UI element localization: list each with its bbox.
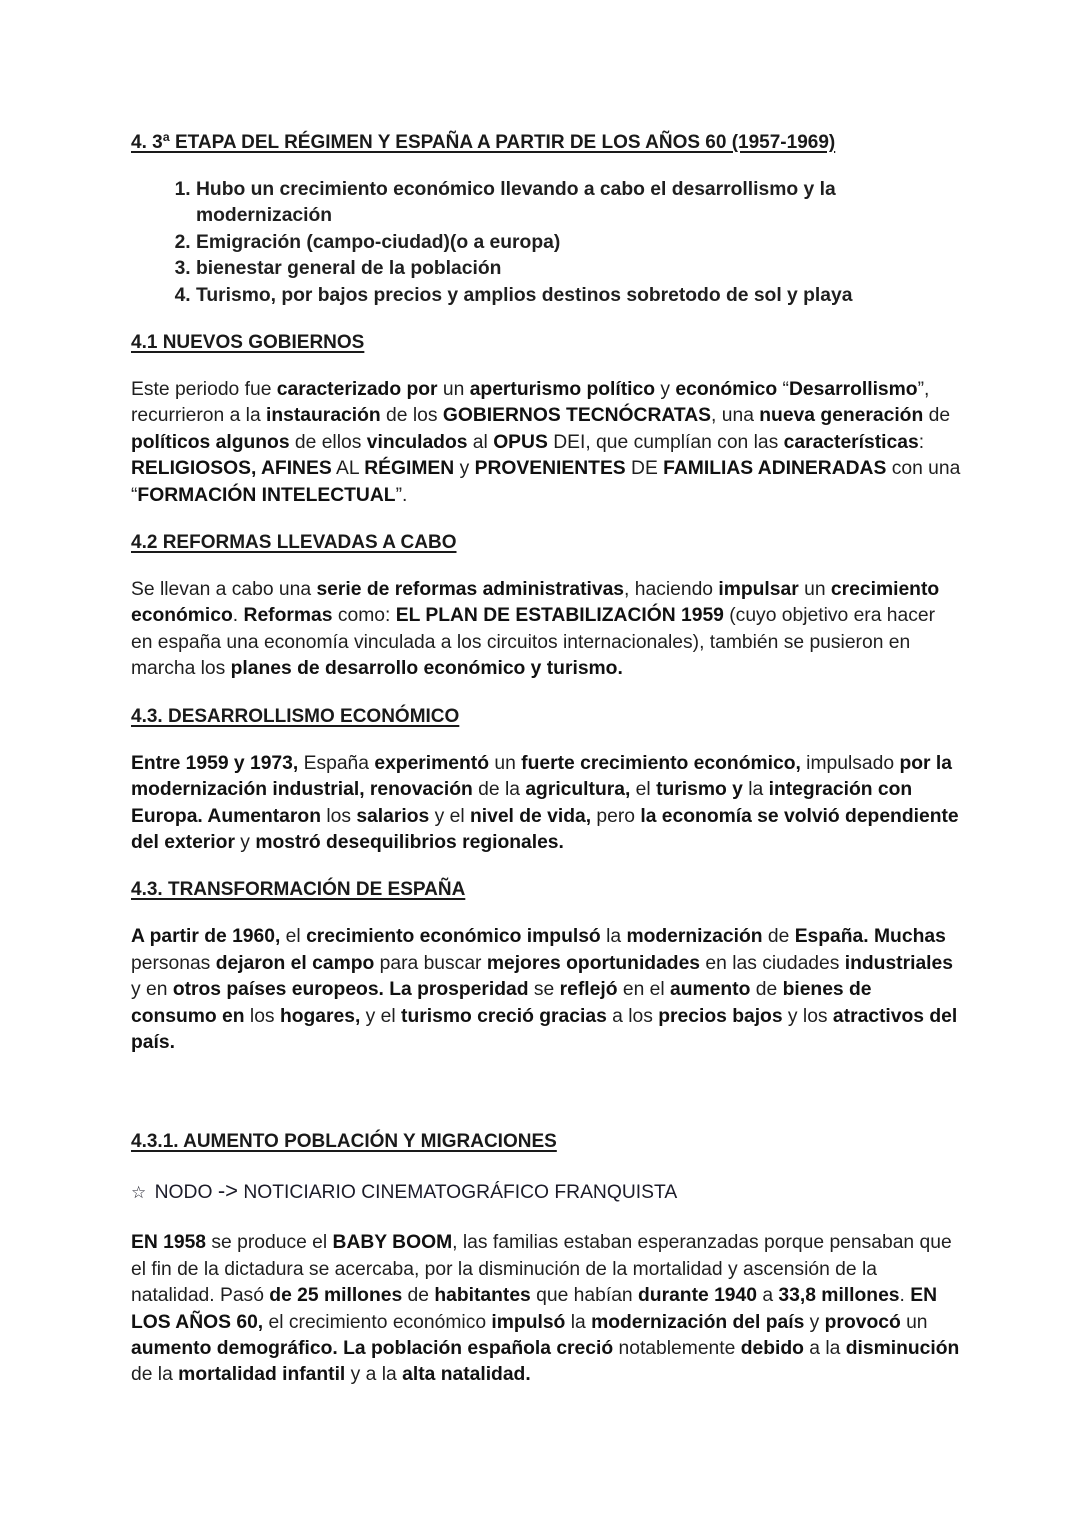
text-run: a la xyxy=(803,1337,846,1359)
text-run: notablemente xyxy=(613,1337,741,1359)
text-run: se produce el xyxy=(206,1232,333,1254)
text-run: , una xyxy=(711,405,760,427)
bold-text: nivel de vida, xyxy=(469,805,592,827)
text-run: de los xyxy=(380,405,443,427)
text-run: Se llevan a cabo una xyxy=(131,579,317,601)
bold-text: mejores oportunidades xyxy=(486,952,701,974)
bold-text: Entre 1959 y 1973, xyxy=(131,752,299,774)
text-run: de ellos xyxy=(289,431,367,453)
bold-text: modernización xyxy=(626,926,763,948)
bold-text: hogares, xyxy=(279,1005,361,1027)
bold-text: crecimiento económico xyxy=(131,579,940,627)
document-page xyxy=(131,131,961,1389)
list-item: 4. Turismo, por bajos precios y amplios destinos sobretodo de sol y playa xyxy=(196,283,961,309)
bold-text: precios bajos xyxy=(658,1005,783,1027)
star-icon: ☆ xyxy=(131,1183,147,1203)
text-run: el xyxy=(630,779,657,801)
bold-text: nueva generación xyxy=(759,405,924,427)
text-run: los xyxy=(244,1005,280,1027)
bold-text: instauración xyxy=(266,405,381,427)
note-definition: NOTICIARIO CINEMATOGRÁFICO FRANQUISTA xyxy=(243,1182,678,1204)
text-run: de xyxy=(750,979,783,1001)
bold-text: económico xyxy=(675,379,778,401)
text-run: de la xyxy=(472,779,526,801)
text-run: los xyxy=(320,805,357,827)
text-run: en el xyxy=(617,979,671,1001)
bold-text: España. xyxy=(794,926,869,948)
bold-text: alta natalidad. xyxy=(402,1364,531,1386)
text-run: la xyxy=(742,779,769,801)
bold-text: aumento demográfico. La población española creció xyxy=(131,1337,614,1359)
bold-text: aumento xyxy=(670,979,751,1001)
bold-text: la economía se volvió dependiente del exterior xyxy=(131,805,959,853)
text-run: y xyxy=(454,458,475,480)
text-run: en las ciudades xyxy=(700,952,845,974)
intro-list xyxy=(131,177,961,309)
text-run: Este periodo fue xyxy=(131,379,277,401)
section-paragraph xyxy=(131,751,961,857)
bold-text: bienes de consumo en xyxy=(131,979,872,1027)
text-run: a xyxy=(756,1285,779,1307)
bold-text: BABY BOOM xyxy=(332,1232,453,1254)
text-run: AL xyxy=(331,458,365,480)
text-run: “ xyxy=(777,379,789,401)
bold-text: 33,8 millones xyxy=(778,1285,900,1307)
bold-text: agricultura, xyxy=(525,779,631,801)
bold-text: disminución xyxy=(845,1337,960,1359)
bold-text: aperturismo político xyxy=(469,379,656,401)
bold-text: dejaron el campo xyxy=(215,952,375,974)
text-run: como: xyxy=(332,605,396,627)
bold-text: PROVENIENTES xyxy=(474,458,626,480)
text-run: y a la xyxy=(345,1364,403,1386)
section-heading-transformacion: 4.3. TRANSFORMACIÓN DE ESPAÑA xyxy=(131,879,466,901)
section-paragraph xyxy=(131,577,961,683)
bold-text: de 25 millones xyxy=(269,1285,403,1307)
bold-text: Desarrollismo xyxy=(788,379,918,401)
bold-text: integración con Europa. Aumentaron xyxy=(131,779,913,827)
section-heading-desarrollismo: 4.3. DESARROLLISMO ECONÓMICO xyxy=(131,705,460,727)
bold-text: FORMACIÓN INTELECTUAL xyxy=(137,484,396,506)
text-run: y el xyxy=(360,1005,402,1027)
list-item: 2. Emigración (campo-ciudad)(o a europa) xyxy=(196,230,961,256)
text-run: España xyxy=(298,752,375,774)
text-run: y los xyxy=(782,1005,833,1027)
text-run: pero xyxy=(591,805,641,827)
text-run: de xyxy=(762,926,795,948)
text-run: que habían xyxy=(530,1285,639,1307)
list-item: 3. bienestar general de la población xyxy=(196,256,961,282)
bold-text: por la modernización industrial, renovación xyxy=(131,752,952,801)
section-heading-poblacion: 4.3.1. AUMENTO POBLACIÓN Y MIGRACIONES xyxy=(131,1131,557,1153)
bold-text: Reformas xyxy=(243,605,333,627)
bold-text: OPUS xyxy=(493,431,548,453)
bold-text: RÉGIMEN xyxy=(364,458,455,480)
text-run: DE xyxy=(625,458,664,480)
bold-text: políticos algunos xyxy=(131,431,290,453)
text-run: ”, recurrieron a la xyxy=(131,379,930,427)
section-paragraph xyxy=(131,1230,961,1388)
text-run: de xyxy=(923,405,951,427)
text-run: a los xyxy=(606,1005,659,1027)
text-run: y en xyxy=(131,979,173,1001)
bold-text: características xyxy=(783,431,919,453)
bold-text: fuerte crecimiento económico, xyxy=(521,752,801,774)
text-run: (cuyo objetivo era hacer en españa una economía vinculada a los circuitos internacionales), también se pusieron en marcha los xyxy=(131,605,936,680)
bold-text: impulsó xyxy=(491,1311,566,1333)
text-run: con una “ xyxy=(131,458,961,506)
bold-text: crecimiento económico impulsó xyxy=(306,926,601,948)
bold-text: durante 1940 xyxy=(638,1285,757,1307)
text-run: un xyxy=(798,579,831,601)
bold-text: GOBIERNOS TECNÓCRATAS xyxy=(442,405,712,427)
bold-text: turismo y xyxy=(656,779,743,801)
text-run: personas xyxy=(131,952,216,974)
bold-text: mostró desequilibrios regionales. xyxy=(255,831,564,853)
text-run: y xyxy=(655,379,676,401)
nodo-note xyxy=(131,1178,961,1206)
bold-text: A partir de 1960, xyxy=(131,926,281,948)
bold-text: Muchas xyxy=(874,926,946,948)
bold-text: EL PLAN DE ESTABILIZACIÓN 1959 xyxy=(395,605,724,627)
bold-text: serie de reformas administrativas xyxy=(316,579,625,601)
bold-text: FAMILIAS ADINERADAS xyxy=(663,458,887,480)
text-run: el crecimiento económico xyxy=(263,1311,492,1333)
bold-text: atractivos del país. xyxy=(131,1005,958,1053)
text-run: DEI, que cumplían con las xyxy=(547,431,784,453)
text-run: de la xyxy=(131,1364,179,1386)
bold-text: impulsar xyxy=(718,579,799,601)
bold-text: reflejó xyxy=(559,979,618,1001)
bold-text: turismo creció gracias xyxy=(401,1005,607,1027)
section-heading-nuevos-gobiernos: 4.1 NUEVOS GOBIERNOS xyxy=(131,332,365,354)
bold-text: provocó xyxy=(824,1311,901,1333)
text-run: : xyxy=(918,431,925,453)
text-run: se xyxy=(528,979,560,1001)
text-run: ”. xyxy=(395,484,408,506)
bold-text: caracterizado por xyxy=(276,379,438,401)
text-run: y xyxy=(234,831,256,853)
text-run: impulsado xyxy=(800,752,900,774)
text-run: un xyxy=(489,752,522,774)
text-run: . xyxy=(899,1285,911,1307)
bold-text: modernización del país xyxy=(591,1311,805,1333)
text-run: un xyxy=(437,379,470,401)
bold-text: debido xyxy=(740,1337,804,1359)
text-run: y xyxy=(804,1311,825,1333)
bold-text: EN LOS AÑOS 60, xyxy=(131,1285,938,1333)
list-item: 1. Hubo un crecimiento económico llevando a cabo el desarrollismo y la modernización xyxy=(196,177,961,230)
section-paragraph xyxy=(131,377,961,509)
bold-text: EN 1958 xyxy=(131,1232,207,1254)
arrow-icon: -> xyxy=(217,1178,238,1204)
section-paragraph xyxy=(131,924,961,1056)
section-heading-reformas: 4.2 REFORMAS LLEVADAS A CABO xyxy=(131,532,457,554)
bold-text: planes de desarrollo económico y turismo. xyxy=(230,658,623,680)
bold-text: vinculados xyxy=(366,431,468,453)
document-title: 4. 3ª ETAPA DEL RÉGIMEN Y ESPAÑA A PARTIR DE LOS AÑOS 60 (1957-1969) xyxy=(131,132,836,153)
text-run: , haciendo xyxy=(624,579,719,601)
bold-text: mortalidad infantil xyxy=(178,1364,346,1386)
text-run: . xyxy=(232,605,244,627)
text-run: un xyxy=(900,1311,928,1333)
bold-text: RELIGIOSOS, AFINES xyxy=(131,458,332,480)
note-term: NODO xyxy=(154,1182,213,1204)
text-run: al xyxy=(467,431,494,453)
text-run: el xyxy=(280,926,307,948)
text-run: la xyxy=(565,1311,592,1333)
text-run: y el xyxy=(429,805,470,827)
text-run: para buscar xyxy=(374,952,487,974)
bold-text: salarios xyxy=(356,805,430,827)
text-run: la xyxy=(600,926,627,948)
text-run: de xyxy=(402,1285,435,1307)
bold-text: experimentó xyxy=(374,752,489,774)
bold-text: otros países europeos. La prosperidad xyxy=(172,979,529,1001)
text-run: , las familias estaban esperanzadas porque pensaban que el fin de la dictadura se acercaba, por la disminución de la mortalidad y ascensión de la natalidad. Pasó xyxy=(131,1232,952,1307)
bold-text: habitantes xyxy=(434,1285,531,1307)
bold-text: industriales xyxy=(844,952,953,974)
